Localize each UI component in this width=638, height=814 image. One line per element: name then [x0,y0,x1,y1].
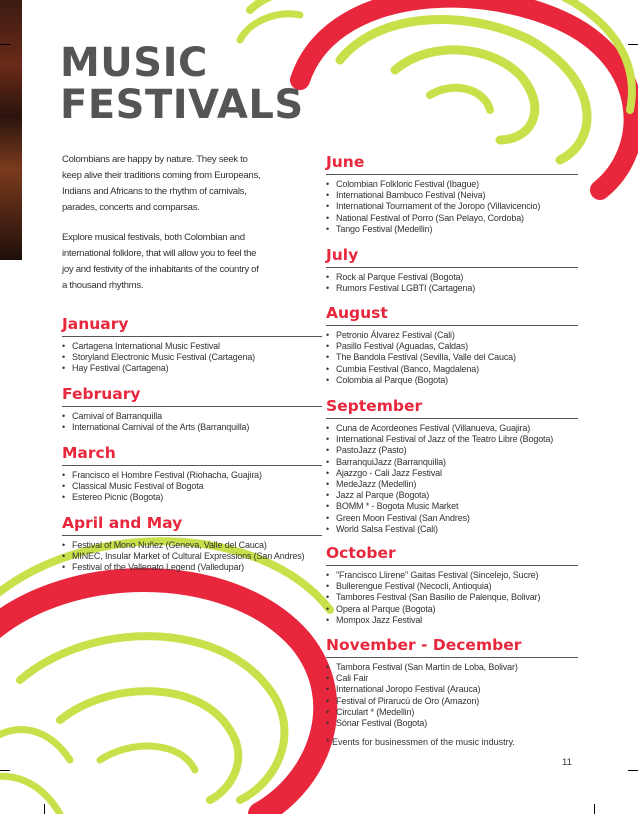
month-section-april-may [62,514,322,574]
month-heading: October [326,544,578,566]
list-item: • Rumors Festival LGBTI (Cartagena) [326,283,578,294]
list-item: • MedeJazz (Medellin) [326,479,578,490]
page-number: 11 [562,757,572,768]
festival-list [62,341,322,375]
month-section-march [62,444,322,504]
festival-list [62,540,322,574]
month-heading: January [62,315,322,337]
month-section-august [326,304,578,386]
list-item: • Tango Festival (Medellin) [326,224,578,235]
list-item: • "Francisco Llirene" Gaitas Festival (Sincelejo, Sucre) [326,570,578,581]
crop-mark [628,770,638,771]
list-item: • Colombian Folkloric Festival (Ibague) [326,179,578,190]
list-item: • Bullerengue Festival (Necocli, Antioquia) [326,581,578,592]
list-item: • Colombia al Parque (Bogota) [326,375,578,386]
list-item: • International Bambuco Festival (Neiva) [326,190,578,201]
intro-text [62,152,262,308]
crop-mark [628,44,638,45]
list-item: • BOMM * - Bogota Music Market [326,501,578,512]
festival-list [62,470,322,504]
month-section-july [326,246,578,294]
list-item: • Cumbia Festival (Banco, Magdalena) [326,364,578,375]
title-line-1: MUSIC [60,40,208,86]
list-item: • Festival of Pirarucú de Oro (Amazon) [326,696,578,707]
month-section-november-december [326,636,578,729]
month-heading: September [326,397,578,419]
month-heading: March [62,444,322,466]
festival-list [326,272,578,294]
footnote: * Events for businessmen of the music industry. [326,737,515,747]
month-section-october [326,544,578,626]
crop-mark [0,770,10,771]
list-item: • PastoJazz (Pasto) [326,445,578,456]
list-item: • Festival of Mono Nuñez (Geneva, Valle del Cauca) [62,540,322,551]
month-heading: July [326,246,578,268]
list-item: • Rock al Parque Festival (Bogota) [326,272,578,283]
festival-list [326,179,578,235]
crop-mark [44,804,45,814]
list-item: • Tambora Festival (San Martín de Loba, Bolivar) [326,662,578,673]
list-item: • Green Moon Festival (San Andres) [326,513,578,524]
list-item: • Sónar Festival (Bogota) [326,718,578,729]
festival-list [326,330,578,386]
month-heading: August [326,304,578,326]
month-section-february [62,385,322,433]
list-item: • Ajazzgo - Cali Jazz Festival [326,468,578,479]
list-item: • International Joropo Festival (Arauca) [326,684,578,695]
list-item: • Hay Festival (Cartagena) [62,363,322,374]
month-heading: November - December [326,636,578,658]
list-item: • Circulart * (Medellin) [326,707,578,718]
list-item: • Francisco el Hombre Festival (Riohacha, Guajira) [62,470,322,481]
list-item: • World Salsa Festival (Cali) [326,524,578,535]
list-item: • Mompox Jazz Festival [326,615,578,626]
list-item: • Tambores Festival (San Basilio de Palenque, Bolivar) [326,592,578,603]
crop-mark [594,804,595,814]
list-item: • Carnival of Barranquilla [62,411,322,422]
festival-list [326,662,578,729]
photo-strip [0,0,22,260]
month-section-january [62,315,322,375]
intro-paragraph-1: Colombians are happy by nature. They seek to keep alive their traditions coming from Europeans, Indians and Africans to the rhythm of carnivals, parades, concerts and comparsas. [62,154,261,213]
list-item: • International Tournament of the Joropo (Villavicencio) [326,201,578,212]
list-item: • Classical Music Festival of Bogota [62,481,322,492]
list-item: • Jazz al Parque (Bogota) [326,490,578,501]
month-heading: April and May [62,514,322,536]
month-heading: June [326,153,578,175]
festival-list [326,423,578,535]
title-line-2: FESTIVALS [60,82,304,128]
list-item: • Opera al Parque (Bogota) [326,604,578,615]
page-title [60,42,304,126]
month-section-september [326,397,578,535]
list-item: • Petronio Álvarez Festival (Cali) [326,330,578,341]
list-item: • International Carnival of the Arts (Barranquilla) [62,422,322,433]
list-item: • Estereo Picnic (Bogota) [62,492,322,503]
list-item: • Cuna de Acordeones Festival (Villanueva, Guajira) [326,423,578,434]
list-item: • Pasillo Festival (Aguadas, Caldas) [326,341,578,352]
list-item: • International Festival of Jazz of the Teatro Libre (Bogota) [326,434,578,445]
crop-mark [0,44,10,45]
list-item: • National Festival of Porro (San Pelayo, Cordoba) [326,213,578,224]
list-item: • Storyland Electronic Music Festival (Cartagena) [62,352,322,363]
list-item: • BarranquiJazz (Barranquilla) [326,457,578,468]
list-item: • The Bandola Festival (Sevilla, Valle del Cauca) [326,352,578,363]
month-section-june [326,153,578,235]
festival-list [62,411,322,433]
list-item: • MINEC, Insular Market of Cultural Expressions (San Andres) [62,551,322,562]
list-item: • Cartagena International Music Festival [62,341,322,352]
intro-paragraph-2: Explore musical festivals, both Colombian and international folklore, that will allow you to feel the joy and festivity of the inhabitants of the country of a thousand rhythms. [62,232,259,291]
list-item: • Festival of the Vallenato Legend (Valledupar) [62,562,322,573]
list-item: • Cali Fair [326,673,578,684]
month-heading: February [62,385,322,407]
festival-list [326,570,578,626]
